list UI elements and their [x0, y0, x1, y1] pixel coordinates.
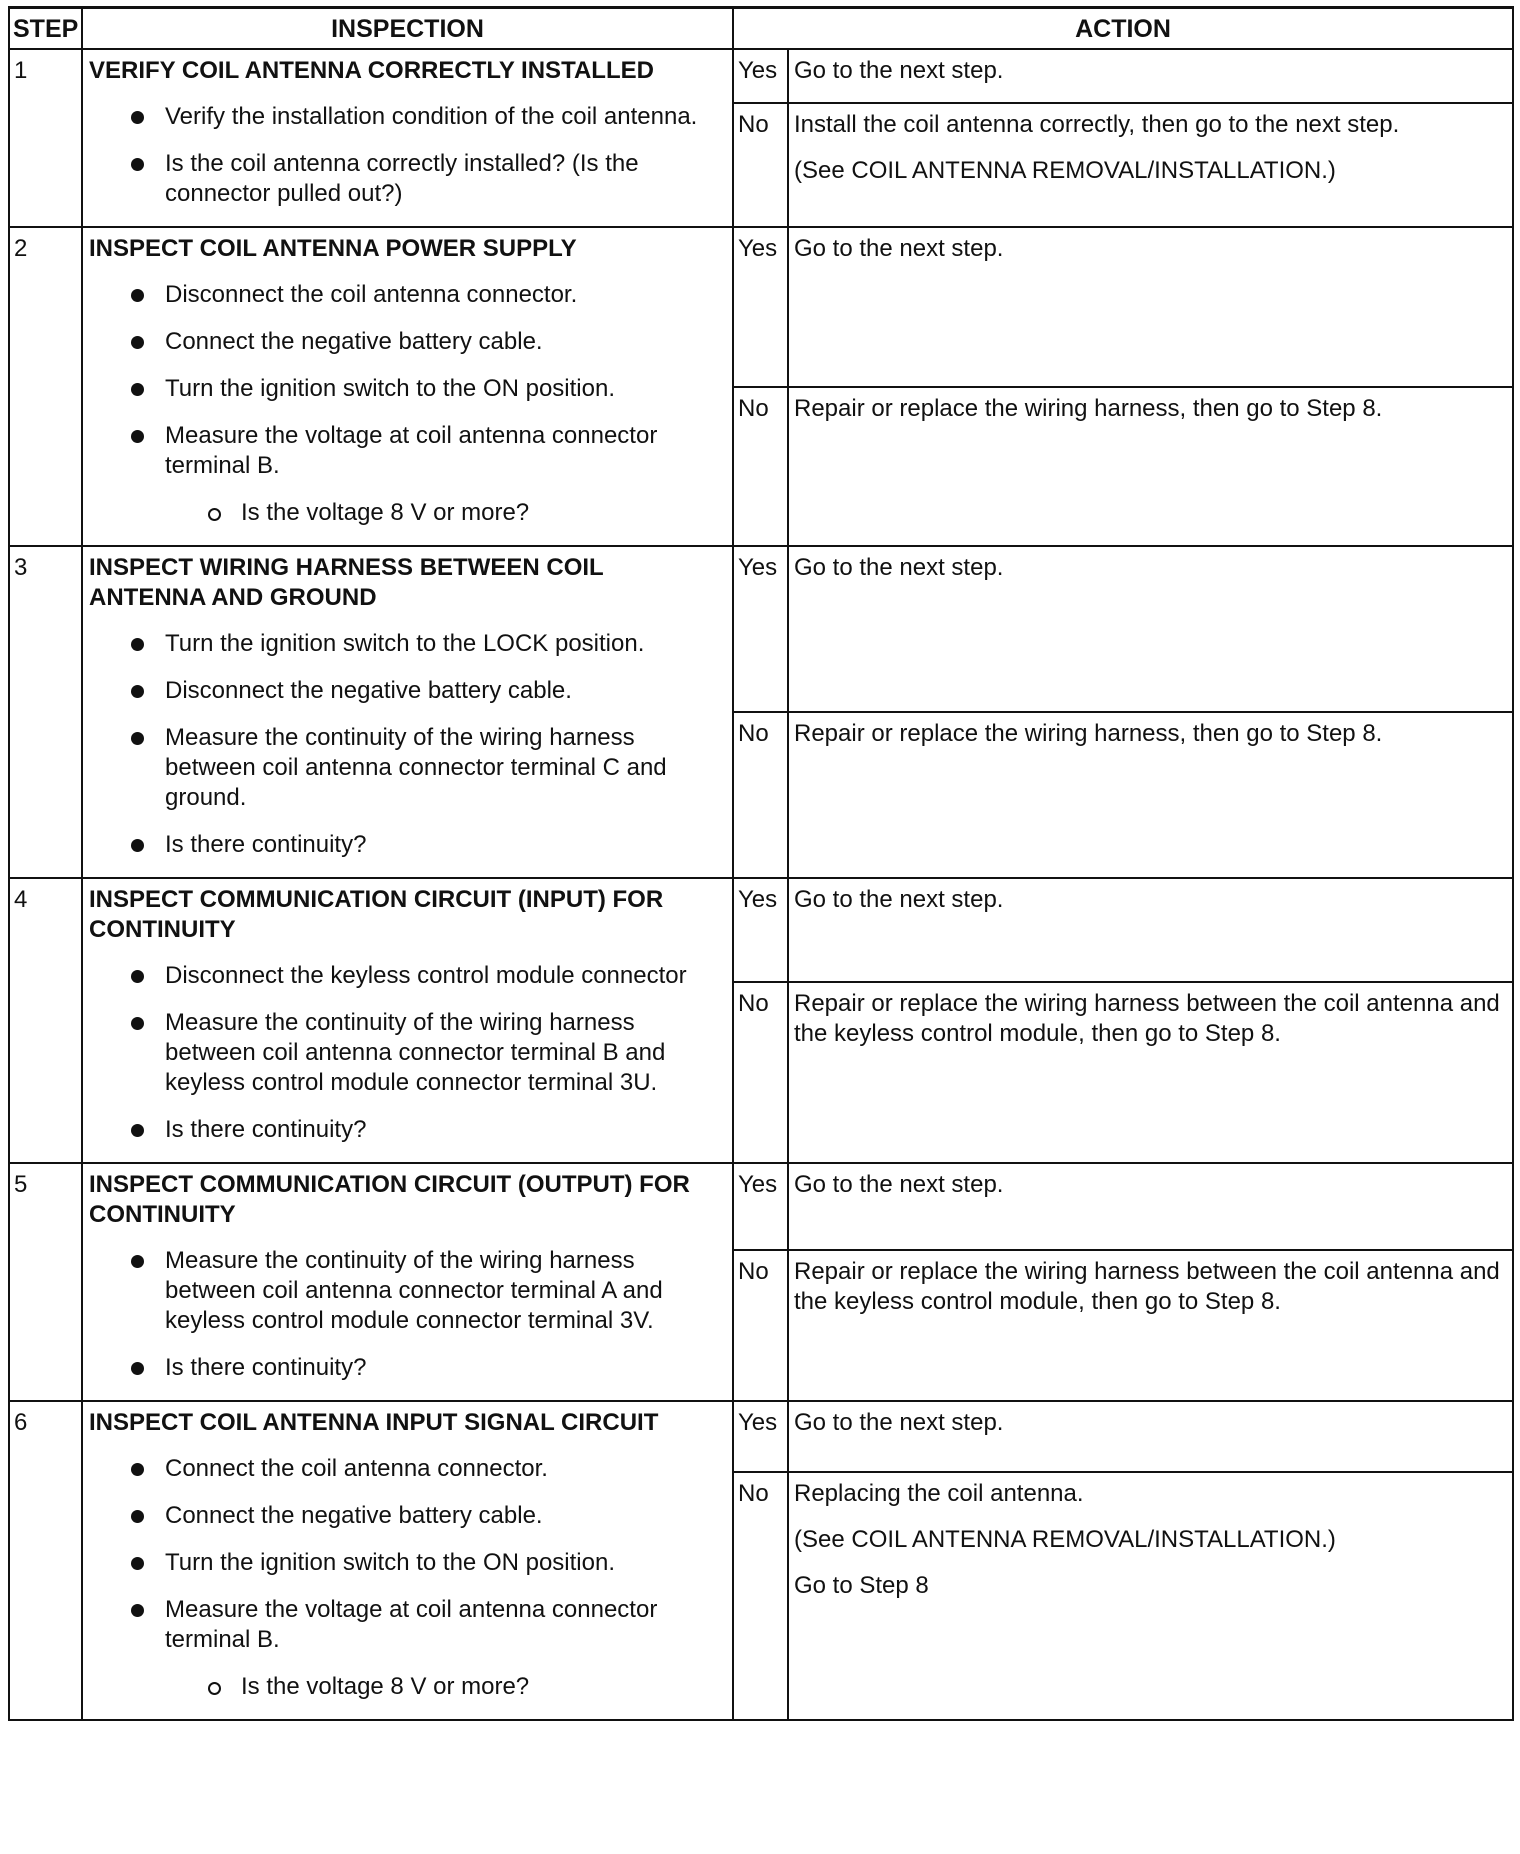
- inspection-title: INSPECT COMMUNICATION CIRCUIT (OUTPUT) FOR CONTINUITY: [89, 1171, 690, 1228]
- action-text: Install the coil antenna correctly, then go to the next step.: [794, 111, 1400, 138]
- bullet-icon: [131, 336, 144, 349]
- inspection-title: INSPECT WIRING HARNESS BETWEEN COIL ANTENNA AND GROUND: [89, 554, 604, 611]
- yes-label: Yes: [733, 546, 788, 712]
- no-label: No: [733, 982, 788, 1163]
- action-text: Go to the next step.: [794, 1171, 1004, 1198]
- bullet-icon: [131, 289, 144, 302]
- bullet-icon: [131, 1017, 144, 1030]
- list-item: [89, 1115, 724, 1145]
- yes-label: Yes: [733, 49, 788, 103]
- hollow-bullet-icon: [208, 508, 221, 521]
- list-item: [89, 1548, 724, 1578]
- bullet-icon: [131, 1255, 144, 1268]
- list-item-text: Disconnect the negative battery cable.: [165, 677, 572, 704]
- inspection-title: INSPECT COIL ANTENNA INPUT SIGNAL CIRCUIT: [89, 1409, 659, 1436]
- list-item-text: Connect the negative battery cable.: [165, 1502, 543, 1529]
- inspection-cell: [82, 1163, 733, 1401]
- list-item-text: Connect the coil antenna connector.: [165, 1455, 548, 1482]
- yes-label: Yes: [733, 1401, 788, 1472]
- list-item-text: Measure the continuity of the wiring harness between coil antenna connector terminal C and ground.: [165, 724, 667, 811]
- action-text: Repair or replace the wiring harness between the coil antenna and the keyless control module, then go to Step 8.: [794, 1257, 1500, 1315]
- list-item-text: Disconnect the coil antenna connector.: [165, 281, 578, 308]
- yes-action-cell: [788, 546, 1513, 712]
- list-item: [89, 421, 724, 481]
- list-item-text: Connect the negative battery cable.: [165, 328, 543, 355]
- inspection-steps-list: [89, 961, 724, 1145]
- yes-action-cell: [788, 1163, 1513, 1250]
- action-text: Repair or replace the wiring harness, then go to Step 8.: [794, 720, 1383, 747]
- table-row: [9, 546, 1513, 712]
- yes-label: Yes: [733, 1163, 788, 1250]
- no-label: No: [733, 103, 788, 227]
- inspection-column-header: INSPECTION: [82, 8, 733, 50]
- list-item-text: Is there continuity?: [165, 1116, 367, 1143]
- bullet-icon: [131, 1463, 144, 1476]
- list-item: [89, 961, 724, 991]
- inspection-cell: [82, 1401, 733, 1720]
- list-item: [89, 1501, 724, 1531]
- step-number: 4: [9, 878, 82, 1163]
- bullet-icon: [131, 685, 144, 698]
- bullet-icon: [131, 1557, 144, 1570]
- hollow-bullet-icon: [208, 1682, 221, 1695]
- yes-action-cell: [788, 227, 1513, 387]
- list-item: [89, 1454, 724, 1484]
- inspection-cell: [82, 546, 733, 878]
- bullet-icon: [131, 1362, 144, 1375]
- list-item-text: Measure the voltage at coil antenna connector terminal B.: [165, 422, 658, 479]
- bullet-icon: [131, 430, 144, 443]
- step-number: 1: [9, 49, 82, 227]
- action-text: Go to the next step.: [794, 57, 1004, 84]
- action-text: Go to the next step.: [794, 886, 1004, 913]
- list-item: [89, 374, 724, 404]
- table-body: [9, 49, 1513, 1720]
- action-text: Go to Step 8: [794, 1571, 929, 1599]
- step-column-header: STEP: [9, 8, 82, 50]
- action-column-header: ACTION: [733, 8, 1513, 50]
- inspection-steps-list: [89, 629, 724, 860]
- list-item-text: Is there continuity?: [165, 1354, 367, 1381]
- inspection-table: [8, 6, 1514, 1721]
- sub-list-item: [89, 1672, 724, 1702]
- step-number: 2: [9, 227, 82, 546]
- action-text: Repair or replace the wiring harness, then go to Step 8.: [794, 394, 1383, 422]
- no-action-cell: [788, 103, 1513, 227]
- sub-list-item-text: Is the voltage 8 V or more?: [241, 1673, 530, 1700]
- action-text: Replacing the coil antenna.: [794, 1479, 1084, 1507]
- action-text: Repair or replace the wiring harness between the coil antenna and the keyless control module, then go to Step 8.: [794, 990, 1500, 1048]
- yes-label: Yes: [733, 227, 788, 387]
- table-row: [9, 49, 1513, 103]
- list-item: [89, 723, 724, 813]
- yes-label: Yes: [733, 878, 788, 982]
- no-action-cell: [788, 1472, 1513, 1720]
- action-text: Go to the next step.: [794, 1409, 1004, 1436]
- action-text: (See COIL ANTENNA REMOVAL/INSTALLATION.): [794, 157, 1336, 184]
- action-text: Go to the next step.: [794, 554, 1004, 581]
- diagnostic-procedure-document: [8, 6, 1512, 1848]
- inspection-cell: [82, 49, 733, 227]
- inspection-title: INSPECT COMMUNICATION CIRCUIT (INPUT) FOR CONTINUITY: [89, 886, 664, 943]
- bullet-icon: [131, 970, 144, 983]
- action-text: Go to the next step.: [794, 235, 1004, 262]
- table-row: [9, 1401, 1513, 1472]
- no-action-cell: [788, 982, 1513, 1163]
- inspection-cell: [82, 878, 733, 1163]
- no-label: No: [733, 387, 788, 547]
- action-text: (See COIL ANTENNA REMOVAL/INSTALLATION.): [794, 1525, 1336, 1553]
- inspection-steps-list: [89, 280, 724, 528]
- no-action-cell: [788, 712, 1513, 878]
- list-item: [89, 676, 724, 706]
- sub-list-item: [89, 498, 724, 528]
- list-item-text: Verify the installation condition of the coil antenna.: [165, 103, 698, 130]
- list-item-text: Turn the ignition switch to the ON position.: [165, 375, 615, 402]
- list-item: [89, 327, 724, 357]
- step-number: 5: [9, 1163, 82, 1401]
- list-item-text: Disconnect the keyless control module connector: [165, 962, 687, 989]
- inspection-title: VERIFY COIL ANTENNA CORRECTLY INSTALLED: [89, 57, 654, 84]
- bullet-icon: [131, 638, 144, 651]
- no-label: No: [733, 712, 788, 878]
- bullet-icon: [131, 839, 144, 852]
- no-action-cell: [788, 387, 1513, 547]
- inspection-cell: [82, 227, 733, 546]
- list-item-text: Is there continuity?: [165, 831, 367, 858]
- list-item-text: Is the coil antenna correctly installed? (Is the connector pulled out?): [165, 150, 639, 207]
- list-item: [89, 1008, 724, 1098]
- list-item: [89, 1353, 724, 1383]
- inspection-steps-list: [89, 1454, 724, 1702]
- bullet-icon: [131, 732, 144, 745]
- bullet-icon: [131, 158, 144, 171]
- list-item-text: Measure the continuity of the wiring harness between coil antenna connector terminal A and keyless control module connector terminal 3V.: [165, 1247, 663, 1334]
- no-label: No: [733, 1472, 788, 1720]
- list-item: [89, 830, 724, 860]
- list-item-text: Turn the ignition switch to the ON position.: [165, 1549, 615, 1576]
- inspection-title: INSPECT COIL ANTENNA POWER SUPPLY: [89, 235, 577, 262]
- list-item-text: Turn the ignition switch to the LOCK position.: [165, 630, 645, 657]
- step-number: 6: [9, 1401, 82, 1720]
- list-item: [89, 149, 724, 209]
- list-item: [89, 1595, 724, 1655]
- list-item: [89, 629, 724, 659]
- list-item-text: Measure the voltage at coil antenna connector terminal B.: [165, 1596, 658, 1653]
- table-row: [9, 878, 1513, 982]
- no-label: No: [733, 1250, 788, 1401]
- list-item: [89, 1246, 724, 1336]
- table-row: [9, 1163, 1513, 1250]
- bullet-icon: [131, 111, 144, 124]
- list-item: [89, 102, 724, 132]
- list-item-text: Measure the continuity of the wiring harness between coil antenna connector terminal B and keyless control module connector terminal 3U.: [165, 1009, 666, 1096]
- yes-action-cell: [788, 878, 1513, 982]
- sub-list-item-text: Is the voltage 8 V or more?: [241, 499, 530, 526]
- bullet-icon: [131, 1604, 144, 1617]
- bullet-icon: [131, 1510, 144, 1523]
- bullet-icon: [131, 383, 144, 396]
- yes-action-cell: [788, 1401, 1513, 1472]
- table-row: [9, 227, 1513, 387]
- yes-action-cell: [788, 49, 1513, 103]
- inspection-steps-list: [89, 1246, 724, 1383]
- step-number: 3: [9, 546, 82, 878]
- inspection-steps-list: [89, 102, 724, 209]
- bullet-icon: [131, 1124, 144, 1137]
- list-item: [89, 280, 724, 310]
- table-header-row: [9, 8, 1513, 50]
- no-action-cell: [788, 1250, 1513, 1401]
